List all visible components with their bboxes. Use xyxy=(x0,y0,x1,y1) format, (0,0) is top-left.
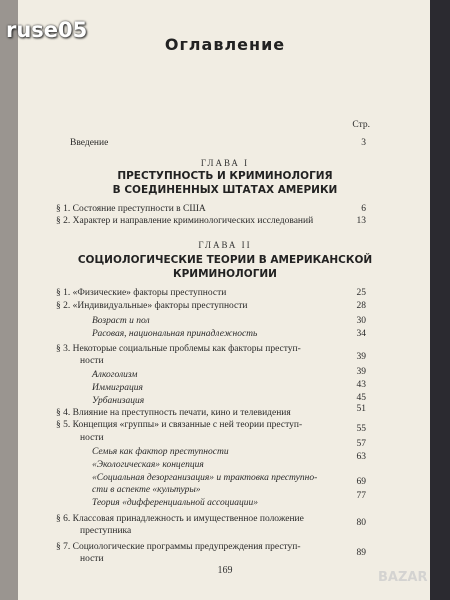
toc-subentry-continuation: сти в аспекте «культуры» xyxy=(92,485,201,495)
toc-entry-page: 57 xyxy=(356,439,366,449)
book-cover-edge xyxy=(430,0,450,600)
toc-entry-page: 45 xyxy=(356,393,366,403)
toc-entry-page: 43 xyxy=(356,380,366,390)
toc-subentry: Теория «дифференциальной ассоциации» xyxy=(92,498,259,508)
toc-subentry: «Экологическая» концепция xyxy=(92,460,204,470)
toc-entry-continuation: преступника xyxy=(80,526,132,536)
page-column-label: Стр. xyxy=(352,120,370,130)
toc-subentry: Семья как фактор преступности xyxy=(92,447,229,457)
toc-entry-page: 89 xyxy=(356,548,366,558)
toc-entry-continuation: ности xyxy=(80,356,104,366)
chapter1-title-line1: ПРЕСТУПНОСТЬ И КРИМИНОЛОГИЯ xyxy=(117,170,333,182)
toc-entry-page: 63 xyxy=(356,452,366,462)
toc-entry-page: 6 xyxy=(361,204,366,214)
toc-subentry: Урбанизация xyxy=(92,396,145,406)
toc-entry-page: 28 xyxy=(356,301,366,311)
toc-entry-page: 34 xyxy=(356,329,366,339)
toc-subentry: Расовая, национальная принадлежность xyxy=(92,329,258,339)
chapter2-title-line2: КРИМИНОЛОГИИ xyxy=(173,268,277,280)
toc-entry-page: 51 xyxy=(356,404,366,414)
toc-entry-page: 39 xyxy=(356,367,366,377)
toc-subentry: Возраст и пол xyxy=(92,316,150,326)
toc-entry: § 2. «Индивидуальные» факторы преступности xyxy=(56,301,248,311)
chapter2-title-line1: СОЦИОЛОГИЧЕСКИЕ ТЕОРИИ В АМЕРИКАНСКОЙ xyxy=(77,254,373,266)
toc-entry-page: 69 xyxy=(356,477,366,487)
page-number: 169 xyxy=(217,565,233,576)
toc-entry: § 1. Состояние преступности в США xyxy=(56,204,206,214)
toc-entry-continuation: ности xyxy=(80,433,104,443)
toc-entry-page: 13 xyxy=(356,216,366,226)
intro-page: 3 xyxy=(361,138,366,148)
toc-entry: § 1. «Физические» факторы преступности xyxy=(56,288,227,298)
toc-entry-page: 30 xyxy=(356,316,366,326)
toc-entry-page: 39 xyxy=(356,352,366,362)
book-page xyxy=(18,0,430,600)
toc-entry-page: 80 xyxy=(356,518,366,528)
watermark-bottom-logo: BAZAR xyxy=(378,570,428,585)
toc-entry-page: 77 xyxy=(356,491,366,501)
toc-entry: § 3. Некоторые социальные проблемы как факторы преступ- xyxy=(56,344,301,354)
page-title: Оглавление xyxy=(164,35,286,54)
chapter2-label: ГЛАВА II xyxy=(198,240,252,250)
toc-subentry: «Социальная дезорганизация» и трактовка преступно- xyxy=(92,473,318,483)
toc-entry-continuation: ности xyxy=(80,554,104,564)
toc-entry-page: 55 xyxy=(356,424,366,434)
chapter1-label: ГЛАВА I xyxy=(200,158,250,168)
toc-entry: § 4. Влияние на преступность печати, кино и телевидения xyxy=(56,408,291,418)
toc-entry: § 5. Концепция «группы» и связанные с ней теории преступ- xyxy=(56,420,303,430)
intro-label: Введение xyxy=(70,138,109,148)
chapter1-title-line2: В СОЕДИНЕННЫХ ШТАТАХ АМЕРИКИ xyxy=(112,184,338,196)
book-spine xyxy=(0,0,18,600)
toc-entry: § 2. Характер и направление криминологических исследований xyxy=(56,216,314,226)
watermark-logo: ruse05 xyxy=(6,18,88,42)
toc-subentry: Алкоголизм xyxy=(92,370,138,380)
toc-subentry: Иммиграция xyxy=(92,383,143,393)
toc-entry: § 7. Социологические программы предупреждения преступ- xyxy=(56,542,301,552)
toc-entry: § 6. Классовая принадлежность и имущественное положение xyxy=(56,514,304,524)
toc-entry-page: 25 xyxy=(356,288,366,298)
